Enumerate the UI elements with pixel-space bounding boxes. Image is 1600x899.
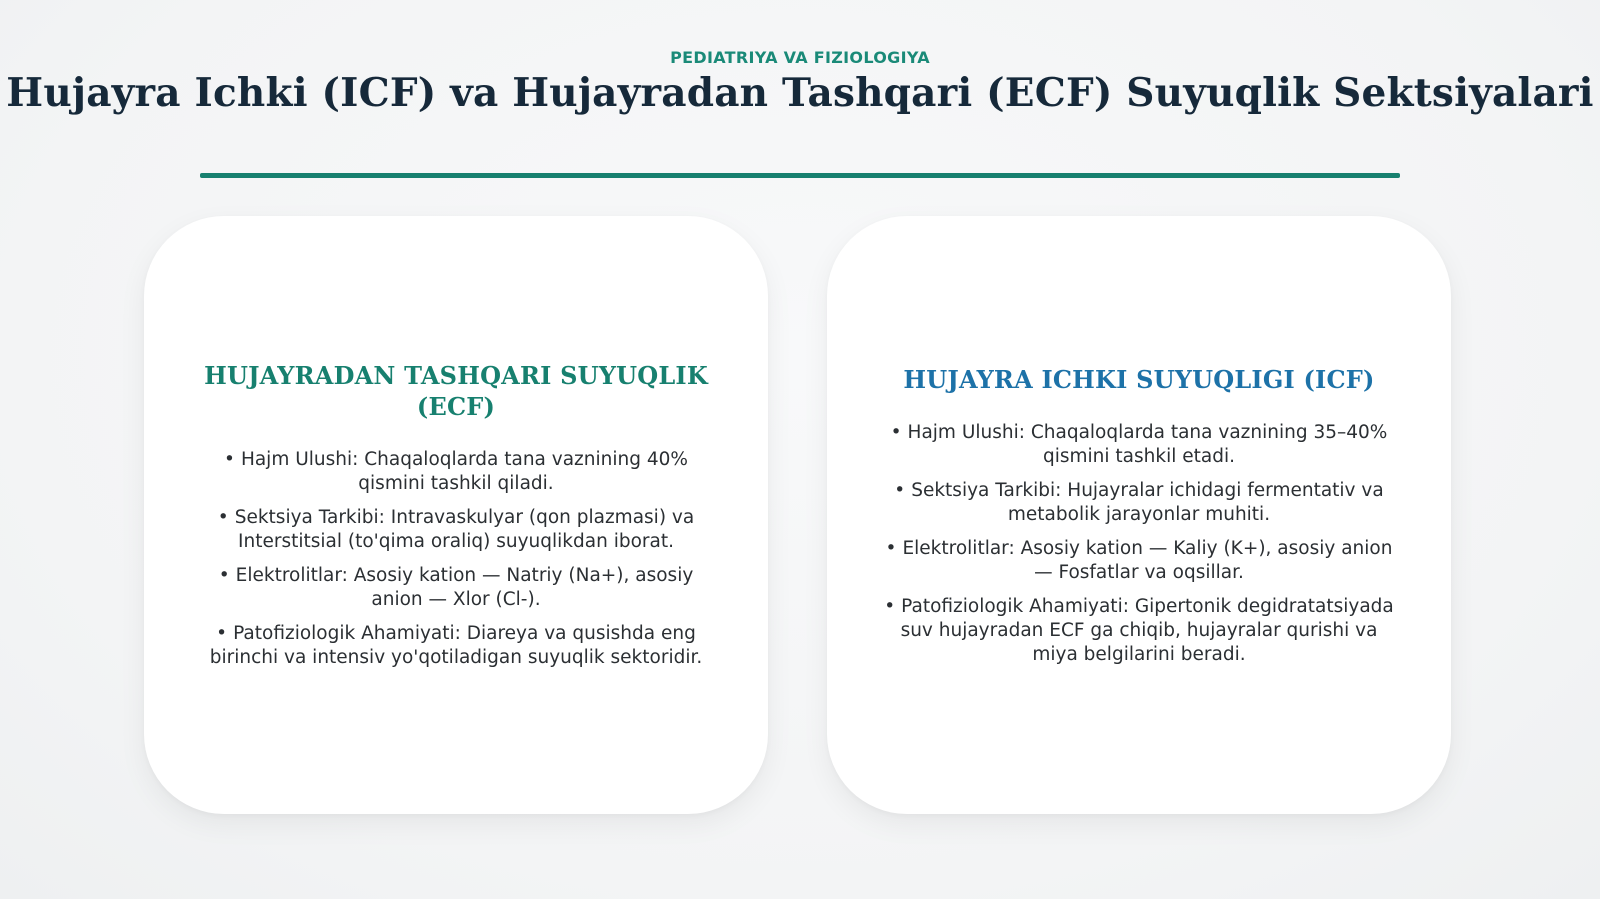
icf-bullet-pathophysiology xyxy=(883,595,1395,667)
bullet-dot-icon: • xyxy=(890,421,902,443)
icf-bullet-list xyxy=(883,421,1395,667)
icf-bullet-composition xyxy=(883,479,1395,527)
ecf-card xyxy=(144,216,768,814)
ecf-card-heading: HUJAYRADAN TASHQARI SUYUQLIK (ECF) xyxy=(204,361,708,421)
bullet-text: Sektsiya Tarkibi: Hujayralar ichidagi fermentativ va metabolik jarayonlar muhiti. xyxy=(911,479,1384,525)
ecf-bullet-list xyxy=(200,448,712,670)
bullet-text: Patofiziologik Ahamiyati: Diareya va qusishda eng birinchi va intensiv yo'qotiladigan suyuqlik sektoridir. xyxy=(209,623,703,668)
ecf-bullet-volume xyxy=(200,448,712,496)
bullet-dot-icon: • xyxy=(885,537,897,559)
eyebrow-label: PEDIATRIYA VA FIZIOLOGIYA xyxy=(670,48,930,67)
ecf-bullet-electrolytes xyxy=(200,564,712,612)
icf-card-heading: HUJAYRA ICHKI SUYUQLIGI (ICF) xyxy=(903,364,1375,394)
bullet-dot-icon: • xyxy=(894,479,906,501)
bullet-text: Elektrolitlar: Asosiy kation — Natriy (Na+), asosiy anion — Xlor (Cl-). xyxy=(235,565,694,610)
ecf-bullet-composition xyxy=(200,506,712,554)
bullet-dot-icon: • xyxy=(216,623,228,644)
bullet-dot-icon: • xyxy=(218,565,230,586)
icf-bullet-electrolytes xyxy=(883,537,1395,585)
bullet-text: Hajm Ulushi: Chaqaloqlarda tana vaznining 35–40% qismini tashkil etadi. xyxy=(907,421,1388,467)
bullet-text: Elektrolitlar: Asosiy kation — Kaliy (K+), asosiy anion — Fosfatlar va oqsillar. xyxy=(902,537,1393,583)
title-divider xyxy=(200,173,1400,178)
bullet-text: Sektsiya Tarkibi: Intravaskulyar (qon plazmasi) va Interstitsial (to'qima oraliq) suyuqlikdan iborat. xyxy=(234,507,695,552)
bullet-dot-icon: • xyxy=(224,449,235,470)
ecf-bullet-pathophysiology xyxy=(200,622,712,670)
icf-bullet-volume xyxy=(883,421,1395,469)
page-title: Hujayra Ichki (ICF) va Hujayradan Tashqari (ECF) Suyuqlik Sektsiyalari xyxy=(6,70,1594,116)
bullet-dot-icon: • xyxy=(217,507,229,528)
bullet-dot-icon: • xyxy=(884,595,896,617)
icf-card xyxy=(827,216,1451,814)
bullet-text: Patofiziologik Ahamiyati: Gipertonik degidratatsiyada suv hujayradan ECF ga chiqib, hujayralar qurishi va miya belgilarini beradi. xyxy=(900,595,1394,665)
bullet-text: Hajm Ulushi: Chaqaloqlarda tana vaznining 40% qismini tashkil qiladi. xyxy=(240,449,688,494)
